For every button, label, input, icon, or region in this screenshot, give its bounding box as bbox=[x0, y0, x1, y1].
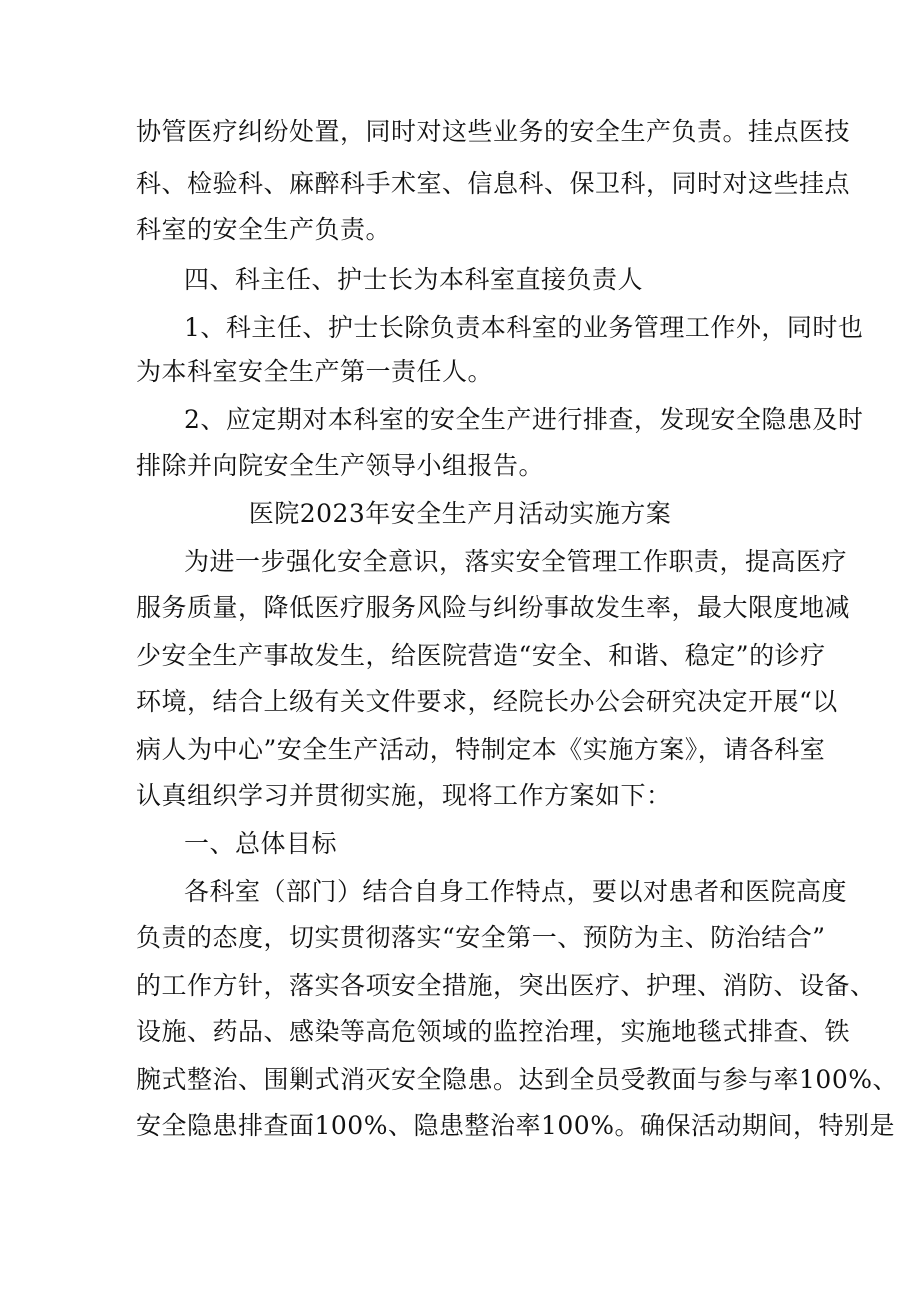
body-text-line: 环境，结合上级有关文件要求，经院长办公会研究决定开展“以 bbox=[136, 687, 838, 716]
body-text-line: 为进一步强化安全意识，落实安全管理工作职责，提高医疗 bbox=[184, 547, 848, 576]
body-text-line: 为本科室安全生产第一责任人。 bbox=[136, 357, 494, 386]
section-heading: 四、科主任、护士长为本科室直接负责人 bbox=[184, 265, 644, 294]
body-text-line: 认真组织学习并贯彻实施，现将工作方案如下： bbox=[136, 781, 672, 810]
body-text-line: 各科室（部门）结合自身工作特点，要以对患者和医院高度 bbox=[184, 877, 848, 906]
document-title: 医院2023年安全生产月活动实施方案 bbox=[248, 499, 672, 528]
body-text-line: 科室的安全生产负责。 bbox=[136, 215, 392, 244]
body-text-line: 2、应定期对本科室的安全生产进行排查，发现安全隐患及时 bbox=[184, 405, 864, 434]
body-text-line: 腕式整治、围剿式消灭安全隐患。达到全员受教面与参与率100%、 bbox=[136, 1065, 898, 1094]
body-text-line: 负责的态度，切实贯彻落实“安全第一、预防为主、防治结合” bbox=[136, 923, 826, 952]
section-heading: 一、总体目标 bbox=[184, 829, 338, 858]
body-text-line: 少安全生产事故发生，给医院营造“安全、和谐、稳定”的诊疗 bbox=[136, 641, 826, 670]
body-text-line: 排除并向院安全生产领导小组报告。 bbox=[136, 451, 545, 480]
body-text-line: 科、检验科、麻醉科手术室、信息科、保卫科，同时对这些挂点 bbox=[136, 169, 851, 198]
body-text-line: 设施、药品、感染等高危领域的监控治理，实施地毯式排查、铁 bbox=[136, 1017, 851, 1046]
body-text-line: 1、科主任、护士长除负责本科室的业务管理工作外，同时也 bbox=[184, 313, 864, 342]
body-text-line: 服务质量，降低医疗服务风险与纠纷事故发生率，最大限度地减 bbox=[136, 593, 851, 622]
body-text-line: 病人为中心”安全生产活动，特制定本《实施方案》，请各科室 bbox=[136, 735, 826, 764]
body-text-line: 的工作方针，落实各项安全措施，突出医疗、护理、消防、设备、 bbox=[136, 971, 876, 1000]
body-text-line: 协管医疗纠纷处置，同时对这些业务的安全生产负责。挂点医技 bbox=[136, 117, 851, 146]
body-text-line: 安全隐患排查面100%、隐患整治率100%。确保活动期间，特别是 bbox=[136, 1111, 895, 1140]
